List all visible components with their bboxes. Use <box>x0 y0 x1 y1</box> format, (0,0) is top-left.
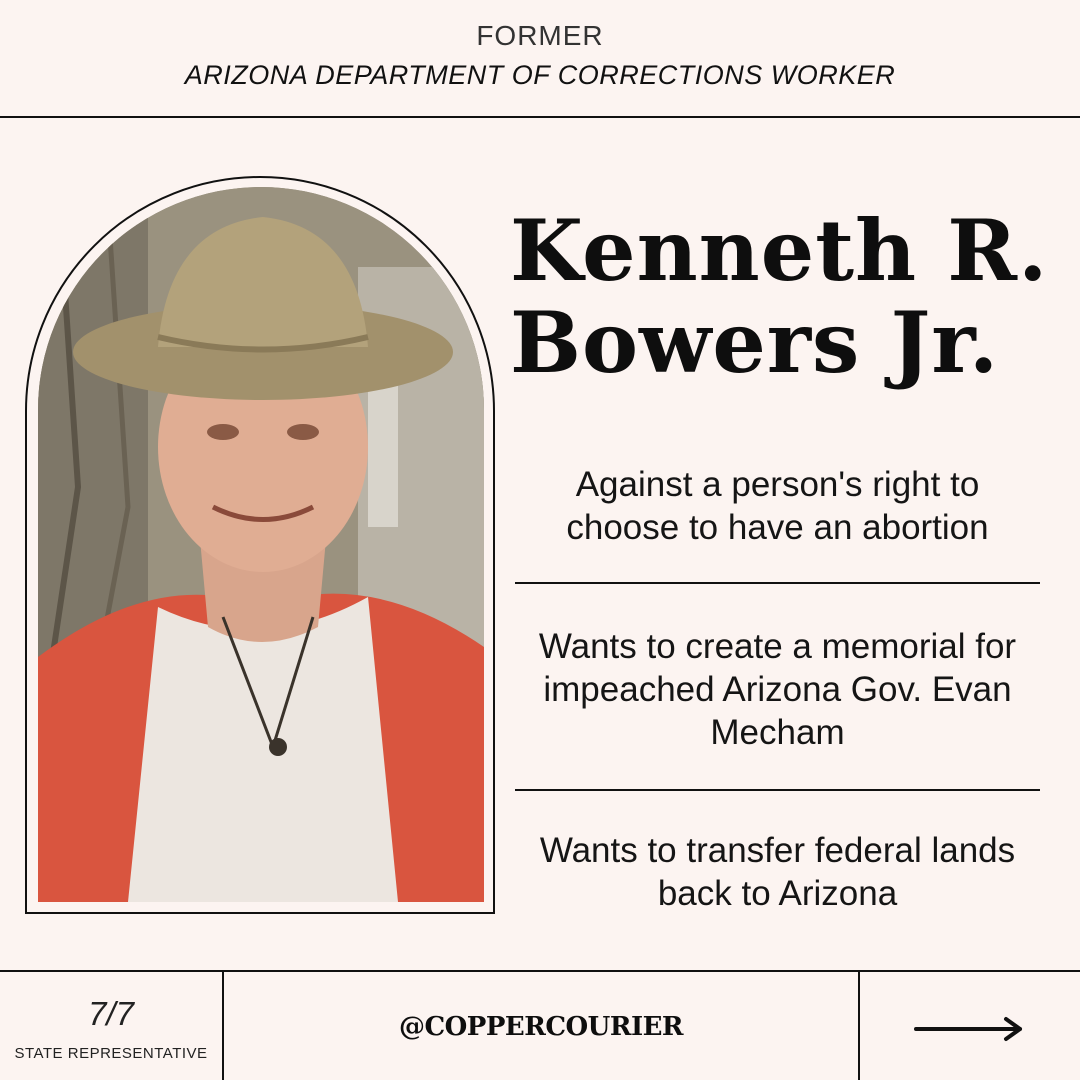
candidate-name <box>510 201 1050 392</box>
position-item: Wants to transfer federal lands back to Arizona <box>539 831 1016 913</box>
page-count: 7/7 <box>88 995 134 1032</box>
social-handle[interactable]: @COPPERCOURIER <box>398 1012 684 1042</box>
header-eyebrow: FORMER <box>476 20 604 51</box>
position-item: Wants to create a memorial for impeached Arizona Gov. Evan Mecham <box>538 627 1017 752</box>
header-divider <box>0 116 1080 118</box>
arrow-right-icon[interactable] <box>912 1014 1026 1044</box>
position-item: Against a person's right to choose to have an abortion <box>566 465 989 547</box>
candidate-name-line2: Bowers Jr. <box>510 293 1000 392</box>
position-divider <box>515 789 1040 791</box>
header <box>0 0 1080 117</box>
footer-separator <box>858 970 860 1080</box>
section-label: STATE REPRESENTATIVE <box>14 1045 208 1062</box>
candidate-photo <box>38 187 484 902</box>
header-subtitle: ARIZONA DEPARTMENT OF CORRECTIONS WORKER <box>184 60 896 90</box>
candidate-name-line1: Kenneth R. <box>510 201 1049 300</box>
position-divider <box>515 582 1040 584</box>
footer-divider <box>0 970 1080 972</box>
